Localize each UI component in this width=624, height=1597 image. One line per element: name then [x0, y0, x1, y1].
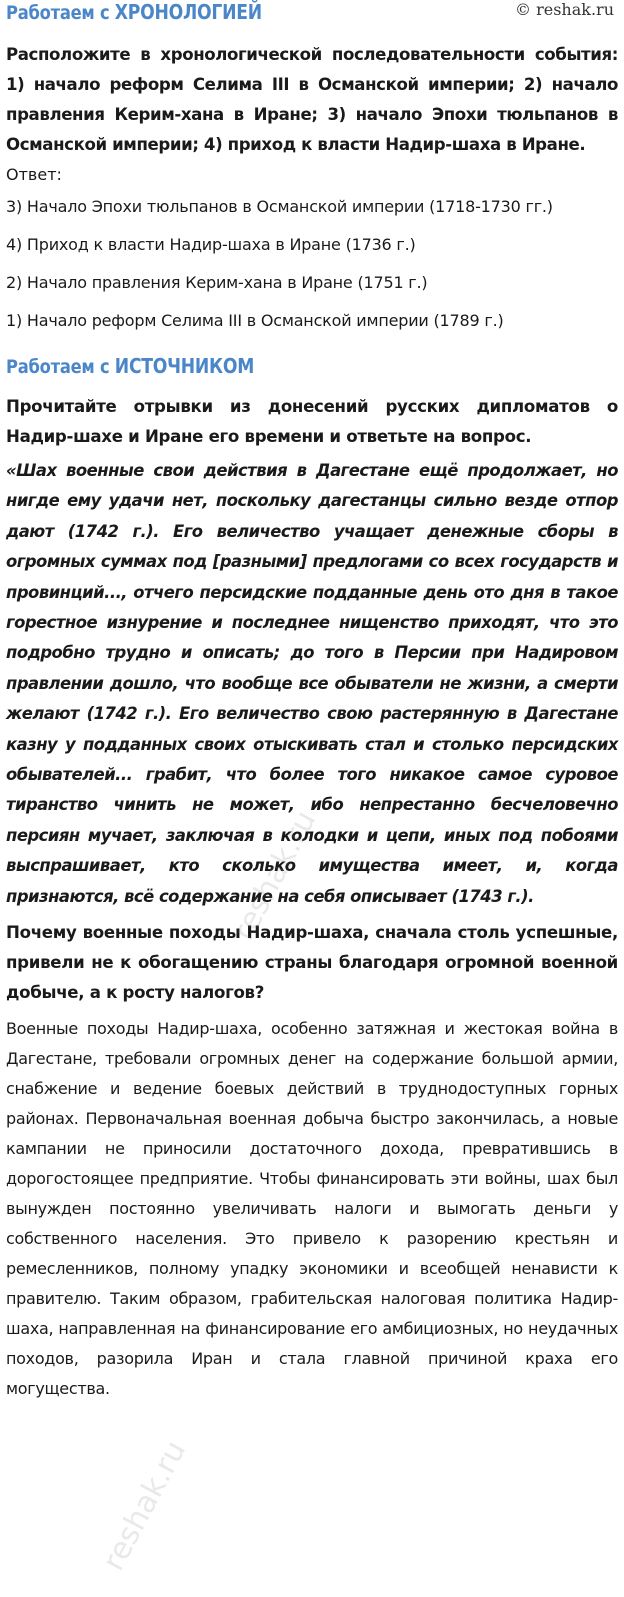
- answer-line-3: 2) Начало правления Керим-хана в Иране (1751 г.): [6, 273, 428, 292]
- watermark-1: reshak.ru: [226, 805, 324, 947]
- section-badge-source-prefix: Работаем с: [6, 356, 115, 378]
- site-copyright: © reshak.ru: [515, 0, 614, 19]
- source-quote: «Шах военные свои действия в Дагестане ещё продолжает, но нигде ему удачи нет, поскольку дагестанцы сильно везде отпор дают (1742 г.). Его величество учащает денежные сборы в огромных суммах под [разными] предлогами со всех государств и провинций..., отчего персидские подданные день ото дня в такое горестное изнурение и последнее нищенство приходят, что это подробно трудно и описать; до того в Персии при Надировом правлении дошло, что вообще все обыватели не жизни, а смерти желают (1742 г.). Его величество свою растерянную в Дагестане казну у подданных своих отыскивать стал и столько персидских обывателей... грабит, что более того никакое самое суровое тиранство чинить не может, ибо непрестанно бесчеловечно персиян мучает, заключая в колодки и цепи, иных под побоями выспрашивает, кто сколько имущества имеет, и, когда признаются, всё содержание на себя описывает (1743 г.).: [6, 461, 618, 906]
- answer-line-2: 4) Приход к власти Надир-шаха в Иране (1736 г.): [6, 235, 416, 254]
- answer-label: Ответ:: [6, 165, 62, 184]
- section-badge-source-row: [6, 346, 618, 386]
- section-badge-chronology: [6, 0, 262, 24]
- task2-intro: Прочитайте отрывки из донесений русских дипломатов о Надир-шахе и Иране его времени и ответьте на вопрос.: [6, 397, 618, 446]
- answer-line-4: 1) Начало реформ Селима III в Османской империи (1789 г.): [6, 311, 504, 330]
- header-row: [6, 0, 618, 34]
- section-badge-source: [6, 354, 254, 378]
- section-badge-source-emph: ИСТОЧНИКОМ: [114, 354, 255, 378]
- watermark-2: reshak.ru: [96, 1435, 194, 1577]
- answer-line-1: 3) Начало Эпохи тюльпанов в Османской империи (1718-1730 гг.): [6, 197, 553, 216]
- task1-question: Расположите в хронологической последовательности события: 1) начало реформ Селима III в Османской империи; 2) начало правления Керим-хана в Иране; 3) начало Эпохи тюльпанов в Османской империи; 4) приход к власти Надир-шаха в Иране.: [6, 45, 618, 154]
- task2-answer: Военные походы Надир-шаха, особенно затяжная и жестокая война в Дагестане, требовали огромных денег на содержание большой армии, снабжение и ведение боевых действий в труднодоступных горных районах. Первоначальная военная добыча быстро закончилась, а новые кампании не приносили достаточного дохода, превратившись в дорогостоящее предприятие. Чтобы финансировать эти войны, шах был вынужден постоянно увеличивать налоги и вымогать деньги у собственного населения. Это привело к разорению крестьян и ремесленников, полному упадку экономики и всеобщей ненависти к правителю. Таким образом, грабительская налоговая политика Надир-шаха, направленная на финансирование его амбициозных, но неудачных походов, разорила Иран и стала главной причиной краха его могущества.: [6, 1019, 618, 1399]
- section-badge-chronology-emph: ХРОНОЛОГИЕЙ: [114, 0, 262, 24]
- section-badge-chronology-prefix: Работаем с: [6, 2, 115, 24]
- task2-question: Почему военные походы Надир-шаха, сначала столь успешные, привели не к обогащению страны благодаря огромной военной добыче, а к росту налогов?: [6, 923, 618, 1003]
